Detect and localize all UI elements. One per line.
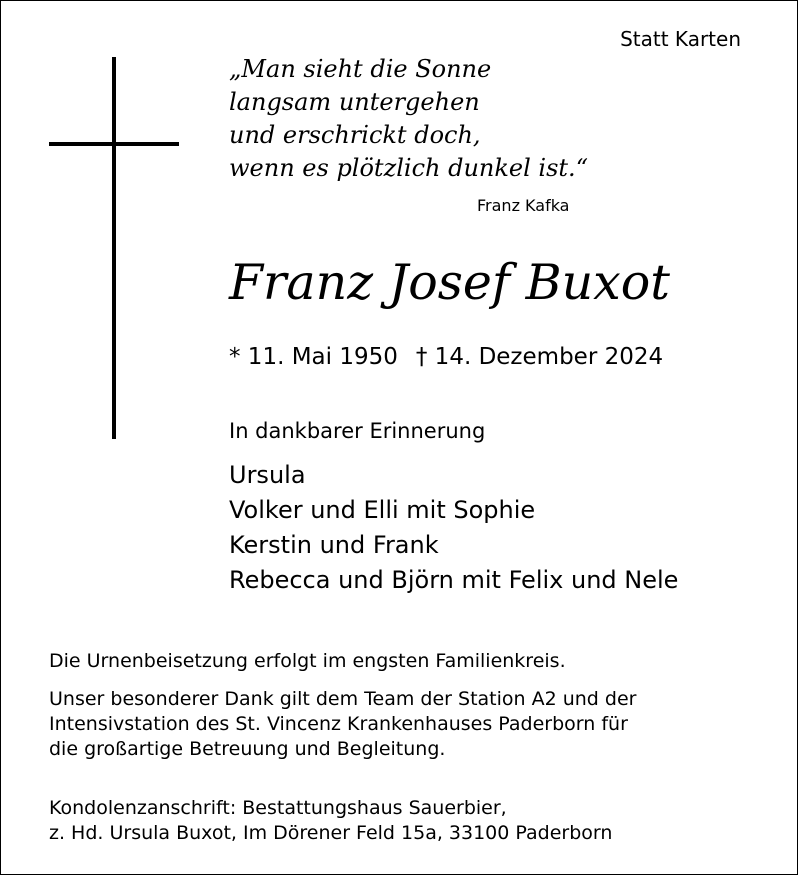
address-line: z. Hd. Ursula Buxot, Im Dörener Feld 15a, 33100 Paderborn — [49, 822, 613, 844]
memory-line: In dankbarer Erinnerung — [229, 419, 486, 443]
mourner-entry: Rebecca und Björn mit Felix und Nele — [229, 566, 679, 594]
kafka-quote — [229, 53, 588, 185]
mourner-entry: Ursula — [229, 461, 306, 489]
thanks-line: Intensivstation des St. Vincenz Krankenhauses Paderborn für — [49, 713, 628, 735]
quote-line: und erschrickt doch, — [229, 121, 481, 149]
birth-date: * 11. Mai 1950 — [229, 344, 398, 370]
quote-line: wenn es plötzlich dunkel ist.“ — [229, 154, 588, 182]
quote-author: Franz Kafka — [477, 196, 570, 215]
life-dates — [229, 340, 663, 374]
thanks-line: die großartige Betreuung und Begleitung. — [49, 738, 446, 760]
address-line: Kondolenzanschrift: Bestattungshaus Sauerbier, — [49, 797, 507, 819]
cross-icon-crossbar — [49, 142, 179, 146]
death-date: † 14. Dezember 2024 — [415, 344, 664, 370]
deceased-name: Franz Josef Buxot — [229, 254, 670, 311]
burial-notice — [49, 649, 566, 674]
mourner-entry: Volker und Elli mit Sophie — [229, 496, 536, 524]
cross-icon — [112, 57, 116, 439]
statt-karten-note: Statt Karten — [620, 27, 741, 51]
burial-notice-text: Die Urnenbeisetzung erfolgt im engsten Familienkreis. — [49, 650, 566, 672]
mourners-list — [229, 458, 678, 598]
quote-line: „Man sieht die Sonne — [229, 55, 492, 83]
thanks-notice — [49, 687, 636, 762]
quote-line: langsam untergehen — [229, 88, 480, 116]
mourner-entry: Kerstin und Frank — [229, 531, 439, 559]
thanks-line: Unser besonderer Dank gilt dem Team der Station A2 und der — [49, 688, 637, 710]
condolence-address — [49, 796, 612, 846]
